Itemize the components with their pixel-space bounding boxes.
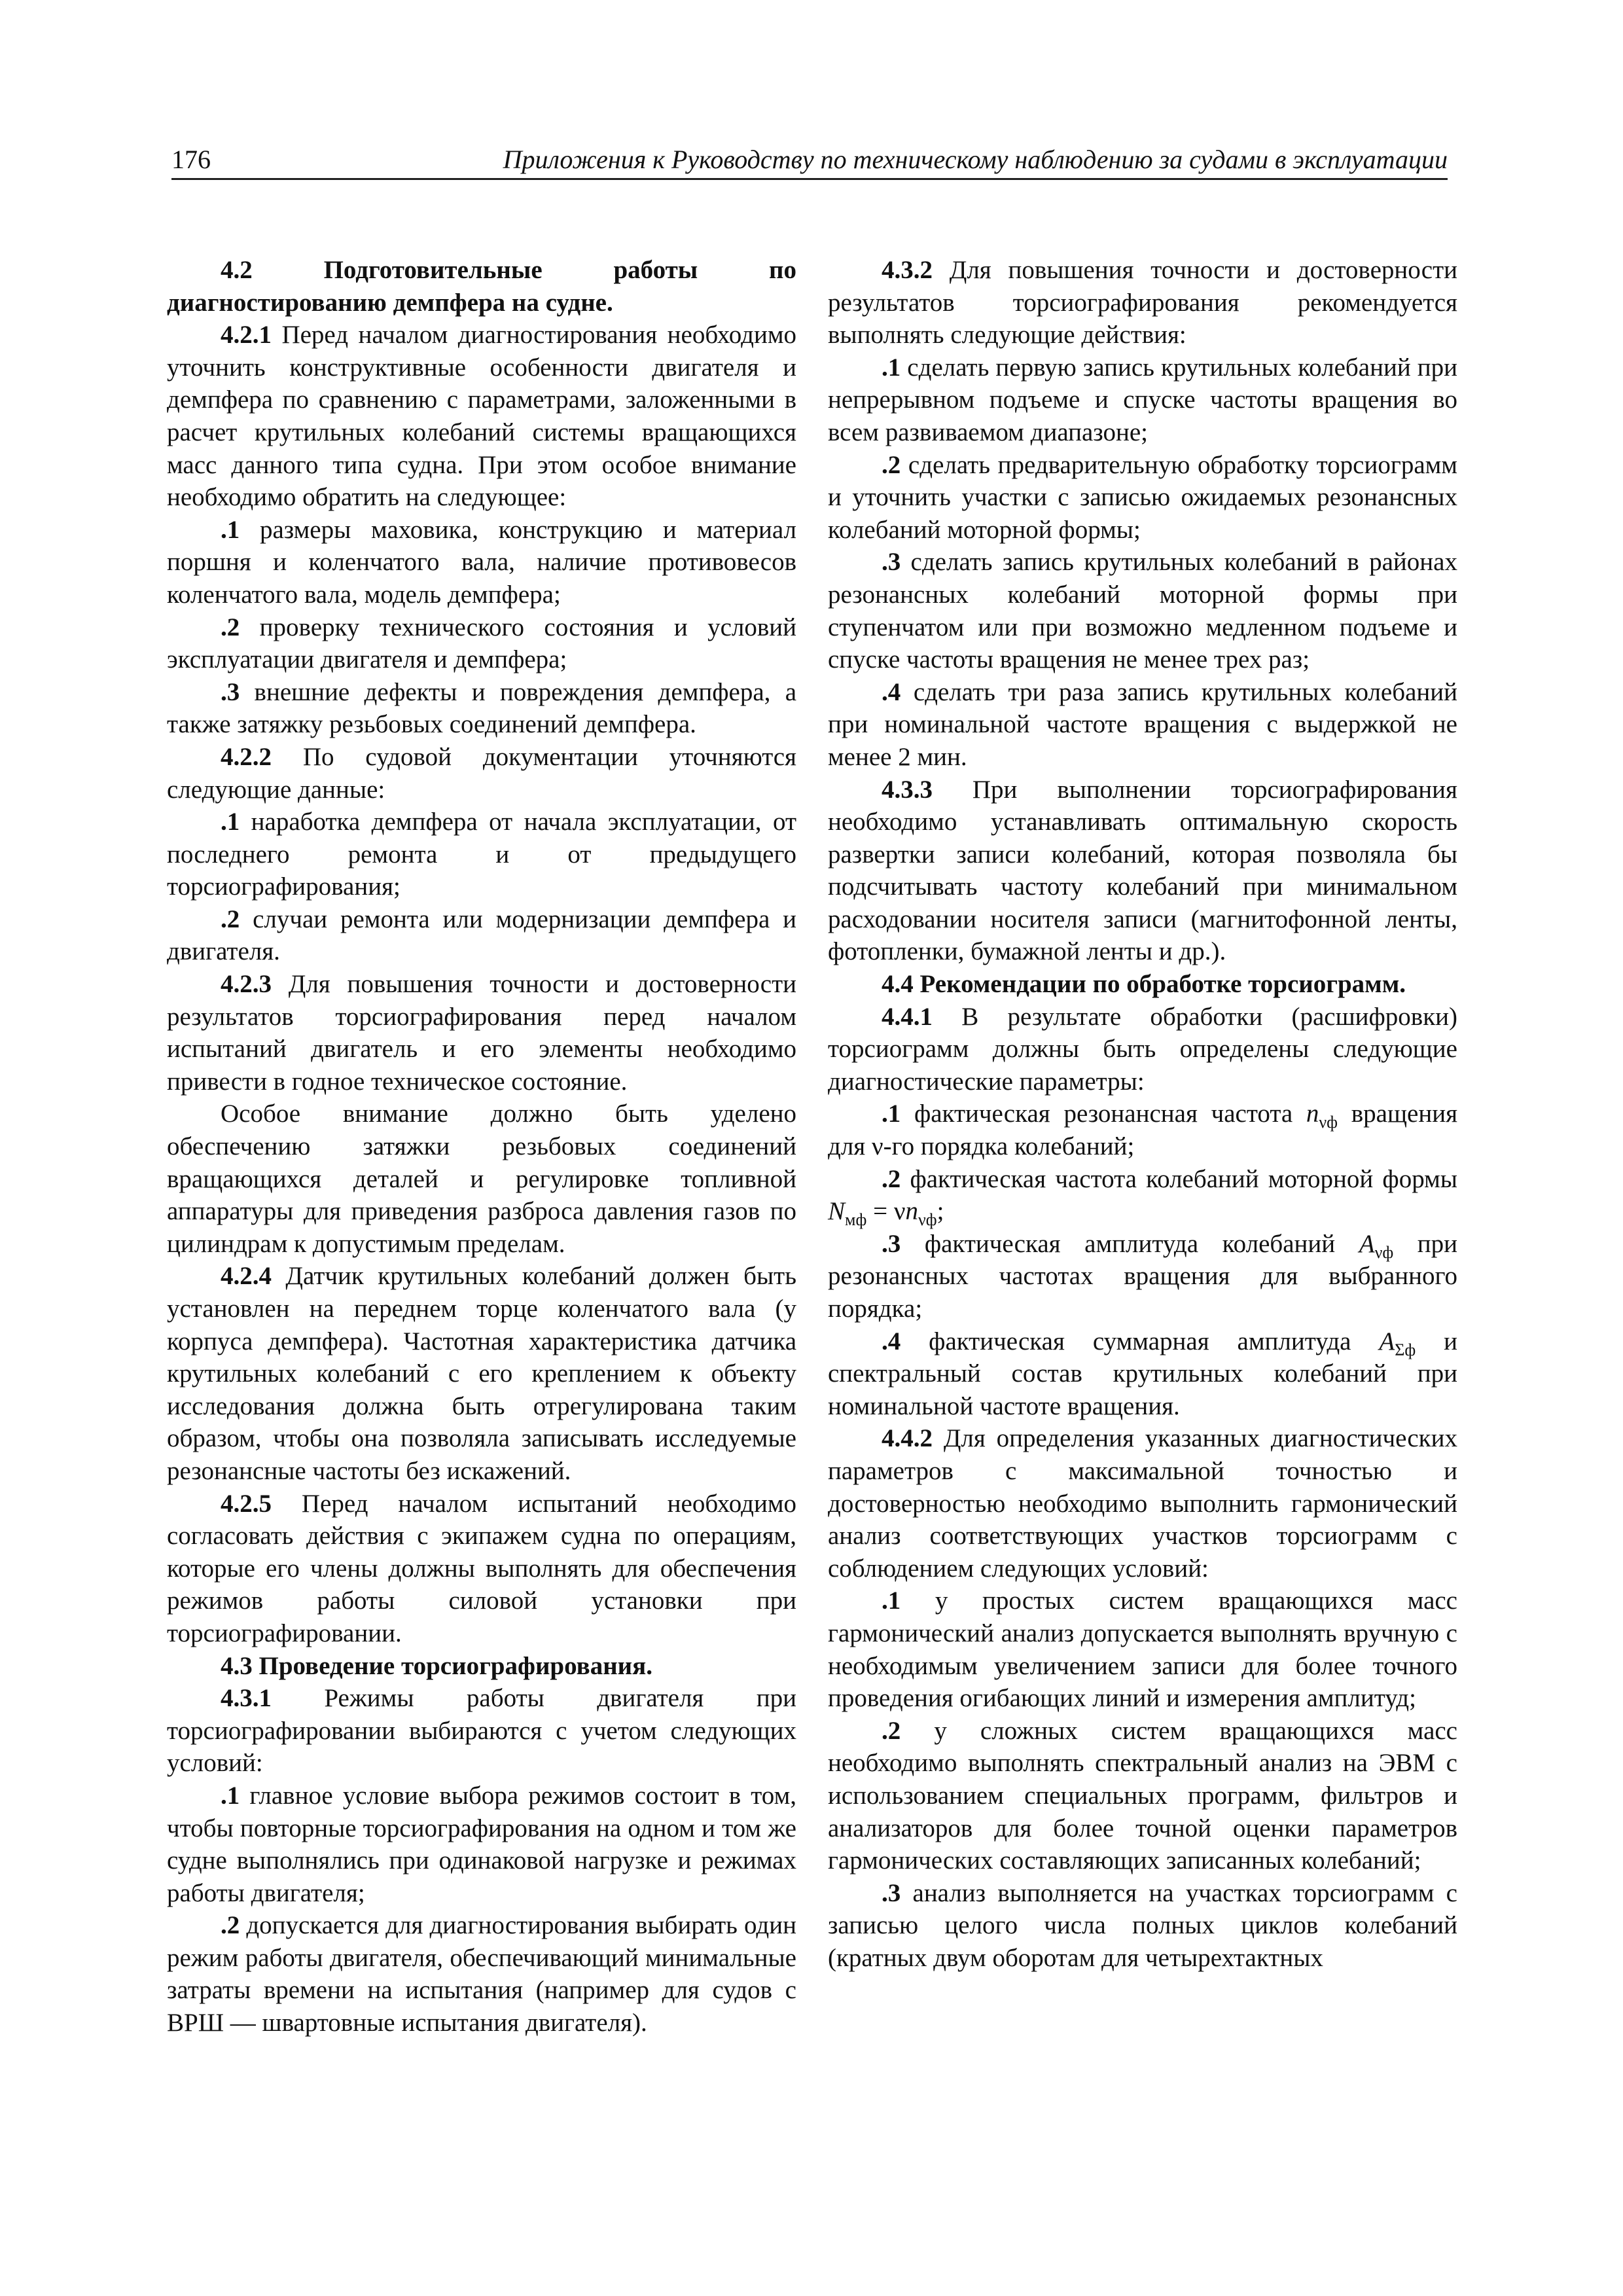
paragraph-4-3-3: 4.3.3 При выполнении торсиографирования необходимо устанавливать оптимальную скорость развертки записи колебаний, которая позволяла бы подсчитывать частоту колебаний при минимальном расходовании носителя записи (магнитофонной ленты, фотопленки, бумажной ленты и др.). [828,775,1457,966]
paragraph-4-4-1: 4.4.1 В результате обработки (расшифровки) торсиограмм должны быть определены следующие диагностические параметры: [828,1002,1457,1096]
list-item-4-4-2-2: .2 у сложных систем вращающихся масс необходимо выполнять спектральный анализ на ЭВМ с использованием специальных программ, фильтров и анализаторов для более точной оценки параметров гармонических составляющих записанных колебаний; [828,1716,1457,1875]
paragraph-4-3-2: 4.3.2 Для повышения точности и достоверности результатов торсиографирования рекомендуется выполнять следующие действия: [828,256,1457,350]
paragraph-4-2-4: 4.2.4 Датчик крутильных колебаний должен быть установлен на переднем торце коленчатого вала (у корпуса демпфера). Частотная характеристика датчика крутильных колебаний с его креплением к объекту исследования должна быть отрегулирована таким образом, чтобы она позволяла записывать исследуемые резонансные частоты без искажений. [167,1262,796,1485]
list-item-4-3-2-1: .1 сделать первую запись крутильных колебаний при непрерывном подъеме и спуске частоты вращения во всем развиваемом диапазоне; [828,353,1457,446]
section-heading-4-4: 4.4 Рекомендации по обработке торсиограмм. [882,970,1406,999]
list-item-4-4-1-3: .3 фактическая амплитуда колебаний $A_{\nu ф}$ при резонансных частотах вращения для выбранного порядка; [828,1229,1457,1323]
section-heading-4-2: 4.2 Подготовительные работы по диагностированию демпфера на судне. [167,256,796,317]
list-item-4-2-1-1: .1 размеры маховика, конструкцию и материал поршня и коленчатого вала, наличие противовесов коленчатого вала, модель демпфера; [167,515,796,609]
list-item-4-2-2-2: .2 случаи ремонта или модернизации демпфера и двигателя. [167,905,796,966]
left-column [167,254,796,2039]
running-title: Приложения к Руководству по техническому наблюдению за судами в эксплуатации [503,145,1448,174]
list-item-4-4-2-1: .1 у простых систем вращающихся масс гармонический анализ допускается выполнять вручную с необходимым увеличением записи для более точного проведения огибающих линий и измерения амплитуд; [828,1587,1457,1713]
paragraph-4-2-3: 4.2.3 Для повышения точности и достоверности результатов торсиографирования перед началом испытаний двигатель и его элементы необходимо привести в годное техническое состояние. [167,970,796,1096]
list-item-4-4-1-4: .4 фактическая суммарная амплитуда $A_{\Sigma ф}$ и спектральный состав крутильных колебаний при номинальной частоте вращения. [828,1327,1457,1420]
page-header [171,139,1448,180]
list-item-4-3-2-2: .2 сделать предварительную обработку торсиограмм и уточнить участки с записью ожидаемых резонансных колебаний моторной формы; [828,450,1457,544]
paragraph-4-2-2: 4.2.2 По судовой документации уточняются следующие данные: [167,742,796,804]
list-item-4-4-1-1: .1 фактическая резонансная частота $n_{\nu ф}$ вращения для ν-го порядка колебаний; [828,1100,1458,1161]
paragraph-4-3-1: 4.3.1 Режимы работы двигателя при торсиографировании выбираются с учетом следующих условий: [167,1684,796,1778]
list-item-4-2-1-2: .2 проверку технического состояния и условий эксплуатации двигателя и демпфера; [167,613,796,674]
paragraph-4-2-3-continued: Особое внимание должно быть уделено обеспечению затяжки резьбовых соединений вращающихся деталей и регулировке топливной аппаратуры для приведения разброса давления газов по цилиндрам к допустимым пределам. [167,1100,796,1258]
paragraph-4-4-2: 4.4.2 Для определения указанных диагностических параметров с максимальной точностью и достоверностью необходимо выполнить гармонический анализ соответствующих участков торсиограмм с соблюдением следующих условий: [828,1424,1457,1583]
list-item-4-4-1-2: .2 фактическая частота колебаний моторной формы $N_{мф} = \nu n_{\nu ф}$; [828,1164,1457,1230]
list-item-4-2-1-3: .3 внешние дефекты и повреждения демпфера, а также затяжку резьбовых соединений демпфера. [167,677,796,739]
right-column [828,254,1457,1974]
page-number: 176 [171,145,211,174]
list-item-4-3-1-1: .1 главное условие выбора режимов состоит в том, чтобы повторные торсиографирования на одном и том же судне выполнялись при одинаковой нагрузке и режимах работы двигателя; [167,1781,796,1907]
list-item-4-3-2-3: .3 сделать запись крутильных колебаний в районах резонансных колебаний моторной формы при ступенчатом или при возможно медленном подъеме и спуске частоты вращения не менее трех раз; [828,548,1457,674]
list-item-4-3-1-2: .2 допускается для диагностирования выбирать один режим работы двигателя, обеспечивающий минимальные затраты времени на испытания (например для судов с ВРШ — швартовные испытания двигателя). [167,1911,796,2037]
paragraph-4-2-5: 4.2.5 Перед началом испытаний необходимо согласовать действия с экипажем судна по операциям, которые его члены должны выполнять для обеспечения режимов работы силовой установки при торсиографировании. [167,1489,796,1647]
paragraph-4-2-1: 4.2.1 Перед началом диагностирования необходимо уточнить конструктивные особенности двигателя и демпфера по сравнению с параметрами, заложенными в расчет крутильных колебаний системы вращающихся масс данного типа судна. При этом особое внимание необходимо обратить на следующее: [167,321,796,512]
list-item-4-2-2-1: .1 наработка демпфера от начала эксплуатации, от последнего ремонта и от предыдущего торсиографирования; [167,808,796,901]
list-item-4-4-2-3: .3 анализ выполняется на участках торсиограмм с записью целого числа полных циклов колебаний (кратных двум оборотам для четырехтактных [828,1878,1457,1972]
section-heading-4-3: 4.3 Проведение торсиографирования. [221,1651,652,1680]
list-item-4-3-2-4: .4 сделать три раза запись крутильных колебаний при номинальной частоте вращения с выдержкой не менее 2 мин. [828,677,1457,771]
